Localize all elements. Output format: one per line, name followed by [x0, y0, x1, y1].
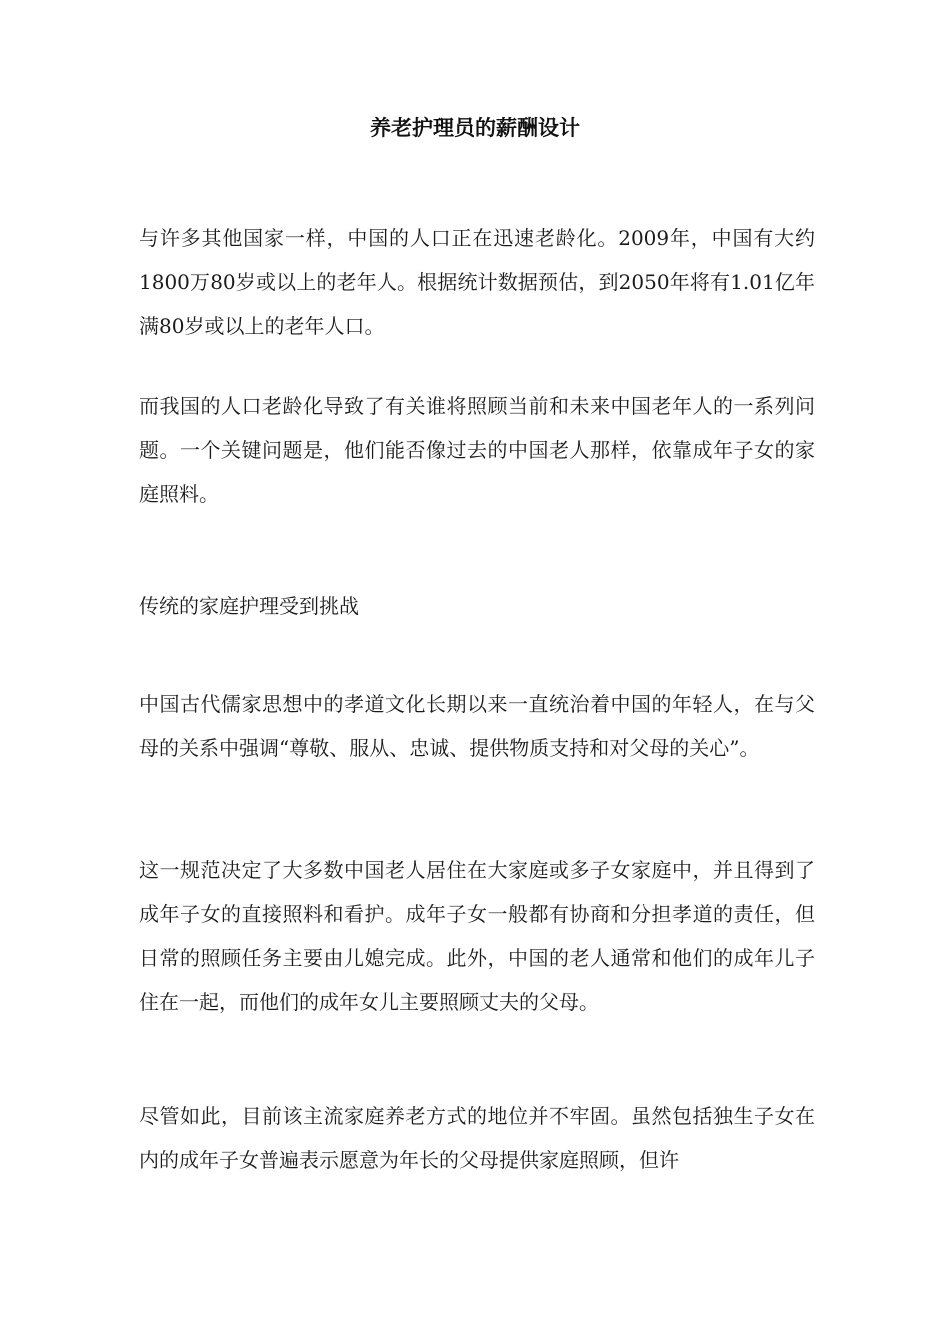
document-title: 养老护理员的薪酬设计	[370, 116, 580, 140]
paragraph-care-question: 而我国的人口老龄化导致了有关谁将照顾当前和未来中国老年人的一系列问题。一个关键问题是，他们能否像过去的中国老人那样，依靠成年子女的家庭照料。	[139, 394, 815, 506]
paragraph-current-status: 尽管如此，目前该主流家庭养老方式的地位并不牢固。虽然包括独生子女在内的成年子女普遍表示愿意为年长的父母提供家庭照顾，但许	[139, 1104, 815, 1172]
paragraph-aging-population: 与许多其他国家一样，中国的人口正在迅速老龄化。2009年，中国有大约1800万80岁或以上的老年人。根据统计数据预估，到2050年将有1.01亿年满80岁或以上的老年人口。	[139, 226, 815, 338]
paragraph-filial-piety: 中国古代儒家思想中的孝道文化长期以来一直统治着中国的年轻人，在与父母的关系中强调“尊敬、服从、忠诚、提供物质支持和对父母的关心”。	[139, 692, 815, 760]
paragraph-family-norms: 这一规范决定了大多数中国老人居住在大家庭或多子女家庭中，并且得到了成年子女的直接照料和看护。成年子女一般都有协商和分担孝道的责任，但日常的照顾任务主要由儿媳完成。此外，中国的老人通常和他们的成年儿子住在一起，而他们的成年女儿主要照顾丈夫的父母。	[139, 858, 815, 1014]
section-heading-traditional-care: 传统的家庭护理受到挑战	[139, 594, 359, 618]
